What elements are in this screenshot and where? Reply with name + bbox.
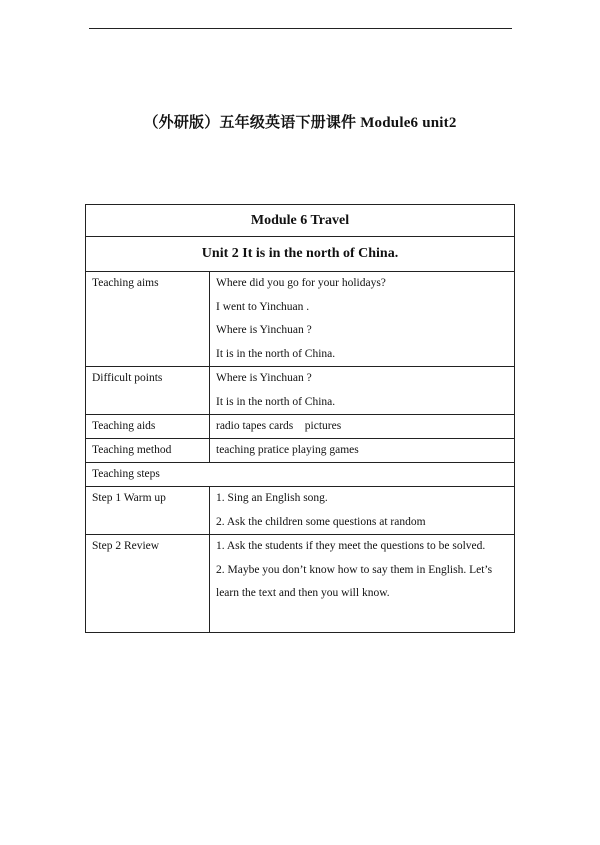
content-line: 2. Maybe you don’t know how to say them in English. Let’s (216, 563, 493, 576)
content-line: 2. Ask the children some questions at random (216, 515, 426, 528)
row-label: Difficult points (86, 367, 210, 415)
row-content (210, 535, 515, 633)
content-line: Where is Yinchuan ? (216, 324, 312, 336)
table-row-teaching-method (86, 439, 515, 463)
table-row-step-1 (86, 487, 515, 535)
table-row-teaching-aids (86, 415, 515, 439)
content-line: learn the text and then you will know. (216, 587, 390, 599)
row-label: Teaching steps (86, 463, 515, 487)
row-content (210, 487, 515, 535)
table-row-teaching-aims (86, 272, 515, 367)
header-rule (89, 28, 512, 29)
row-label: Step 2 Review (86, 535, 210, 633)
content-line: 1. Sing an English song. (216, 492, 328, 504)
row-content (210, 367, 515, 415)
lesson-plan-table (85, 204, 515, 633)
row-content (210, 415, 515, 439)
row-label: Teaching aids (86, 415, 210, 439)
row-label: Step 1 Warm up (86, 487, 210, 535)
table-row-difficult-points (86, 367, 515, 415)
unit-heading-row (86, 237, 515, 272)
table-row-teaching-steps (86, 463, 515, 487)
content-line: teaching pratice playing games (216, 444, 359, 456)
row-label: Teaching method (86, 439, 210, 463)
row-content (210, 272, 515, 367)
unit-heading: Unit 2 It is in the north of China. (86, 237, 515, 272)
row-content (210, 439, 515, 463)
document-title: （外研版）五年级英语下册课件 Module6 unit2 (143, 115, 457, 131)
content-line: I went to Yinchuan . (216, 300, 310, 313)
row-label: Teaching aims (86, 272, 210, 367)
content-line: Where is Yinchuan ? (216, 372, 312, 384)
content-line: It is in the north of China. (216, 395, 336, 408)
module-heading: Module 6 Travel (86, 205, 515, 237)
content-line: 1. Ask the students if they meet the questions to be solved. (216, 540, 486, 552)
content-line: It is in the north of China. (216, 347, 336, 360)
content-line: radio tapes cards pictures (216, 420, 342, 432)
module-heading-row (86, 205, 515, 237)
content-line: Where did you go for your holidays? (216, 277, 386, 289)
table-row-step-2 (86, 535, 515, 633)
